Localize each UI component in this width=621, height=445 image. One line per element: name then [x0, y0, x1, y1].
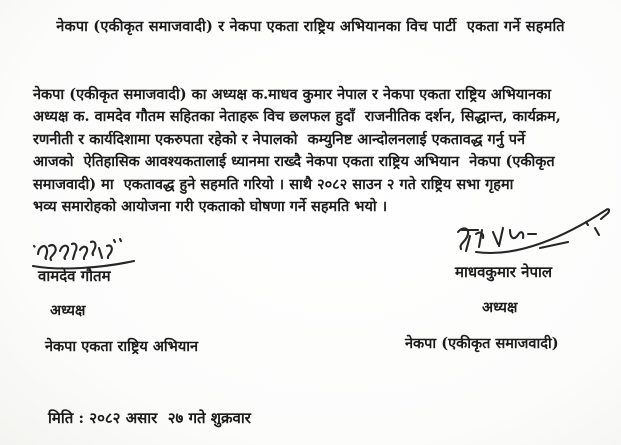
body-line: नेकपा (एकीकृत समाजवादी) का अध्यक्ष क.माधव कुमार नेपाल र नेकपा एकता राष्ट्रिय अभियानका — [33, 86, 551, 103]
body-line: भव्य समारोहको आयोजना गरी एकताको घोषणा गर्ने सहमति भयो । — [33, 198, 388, 216]
document-date: मिति : २०८२ असार २७ गते शुक्रवार — [48, 409, 251, 427]
agreement-body — [33, 84, 601, 218]
body-line: अध्यक्ष क. वामदेव गौतम सहितका नेताहरू विच छलफल हुदाँ राजनीतिक दर्शन, सिद्धान्त, कार्यक्रम, — [33, 108, 561, 126]
signatory-role-right: अध्यक्ष — [482, 299, 518, 316]
body-line: समाजवादी) मा एकतावद्ध हुने सहमति गरियो । साथै २०८२ साउन २ गते राष्ट्रिय सभा गृहमा — [33, 175, 514, 193]
document-title: नेकपा (एकीकृत समाजवादी) र नेकपा एकता राष्ट्रिय अभियानका विच पार्टी एकता गर्ने सहमति — [56, 18, 565, 35]
signature-madhav-nepal-icon — [448, 200, 613, 262]
signatory-name-right: माधवकुमार नेपाल — [455, 263, 553, 281]
signatory-role-left: अध्यक्ष — [50, 302, 86, 319]
body-line: आजको ऐतिहासिक आवश्यकतालाई ध्यानमा राख्दै नेकपा एकता राष्ट्रिय अभियान नेकपा (एकीकृत — [33, 153, 555, 171]
signatory-organization-right: नेकपा (एकीकृत समाजवादी) — [405, 335, 559, 352]
signatory-organization-left: नेकपा एकता राष्ट्रिय अभियान — [45, 338, 199, 355]
signatory-name-left: वामदेव गौतम — [38, 267, 111, 285]
body-line: रणनीती र कार्यदिशामा एकरुपता रहेको र नेपालको कम्युनिष्ट आन्दोलनलाई एकतावद्ध गर्नु पर्ने — [33, 130, 526, 148]
